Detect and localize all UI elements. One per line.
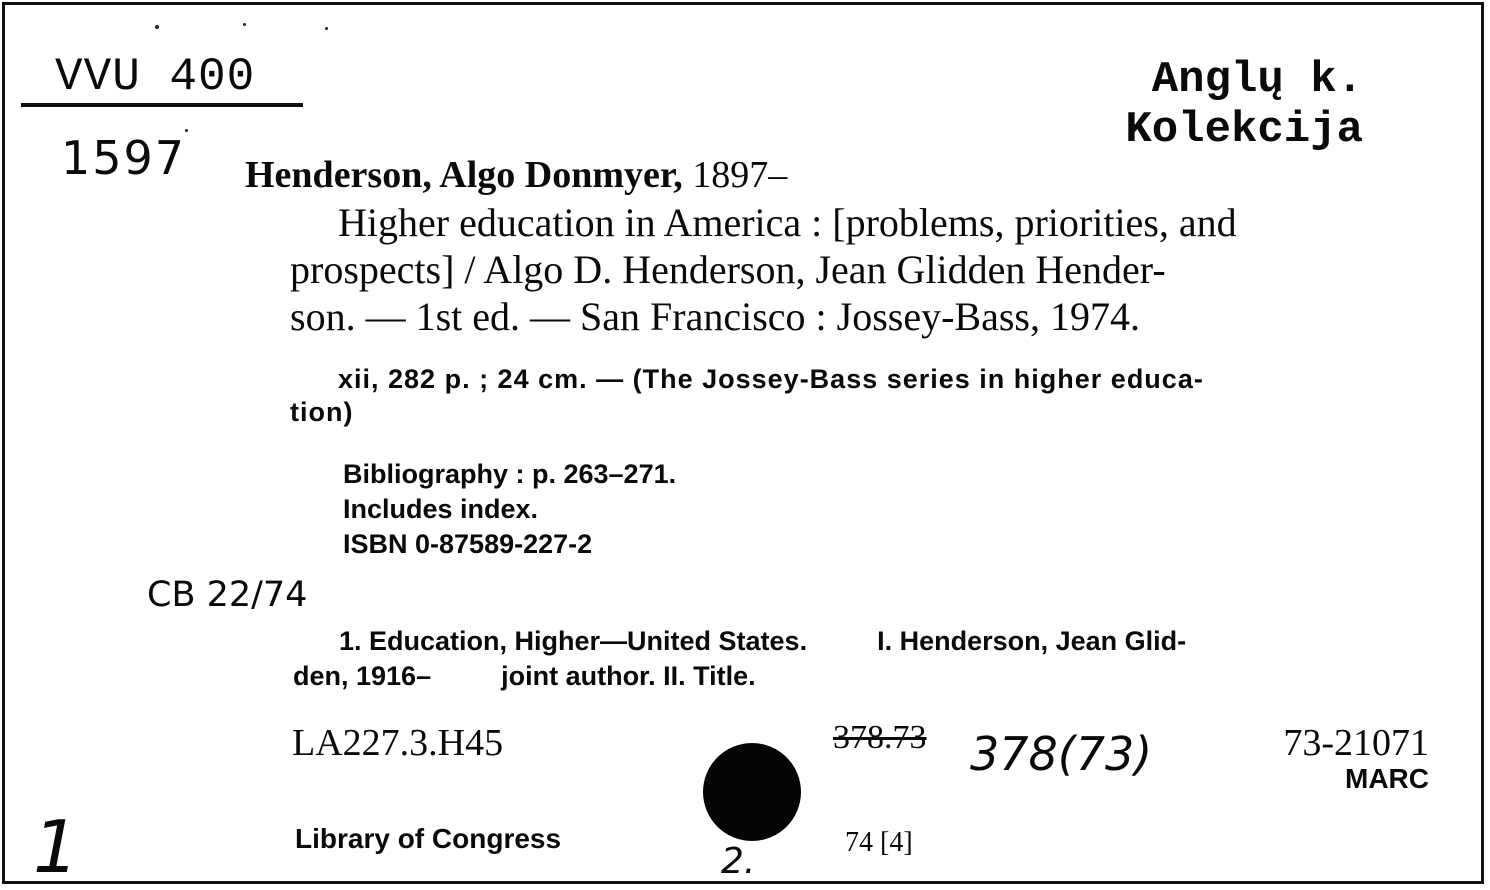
ink-speckle: [243, 23, 246, 26]
index-note: Includes index.: [343, 494, 539, 524]
shelfmark-underline: [21, 103, 303, 107]
title-line: Higher education in America : [problems, priorities, and: [338, 200, 1237, 245]
subject-heading: den, 1916–: [293, 661, 432, 691]
tracing-line: [293, 624, 1186, 659]
catalog-card: [2, 2, 1484, 889]
cb-number: CB 22/74: [147, 575, 308, 615]
source-library: Library of Congress: [295, 823, 562, 854]
author-name: Henderson, Algo Donmyer,: [245, 154, 683, 196]
ink-speckle: [155, 25, 159, 29]
lc-call-number: LA227.3.H45: [292, 722, 504, 764]
ink-speckle: [325, 27, 328, 30]
main-entry-heading: [245, 153, 787, 197]
collation-line: xii, 282 p. ; 24 cm. — (The Jossey-Bass series in higher educa-: [338, 364, 1204, 394]
card-hole: [703, 743, 801, 841]
collection-note-line: Anglų k.: [1151, 55, 1363, 105]
isbn-note: ISBN 0-87589-227-2: [343, 529, 593, 559]
collection-note: [1125, 55, 1363, 155]
collection-note-line: Kolekcija: [1125, 105, 1363, 155]
dewey-number-struck: 378.73: [833, 719, 927, 756]
collation-line: tion): [290, 397, 354, 427]
bibliography-note: Bibliography : p. 263–271.: [343, 459, 677, 489]
lccn: 73-21071: [1283, 722, 1429, 764]
notes: [343, 457, 676, 562]
shelfmark: VVU 400: [55, 51, 256, 103]
accession-number: 1597: [61, 131, 187, 185]
tracings: [293, 624, 1186, 694]
volume-mark: 1: [33, 805, 79, 889]
author-dates: 1897–: [682, 154, 788, 196]
title-line: son. — 1st ed. — San Francisco : Jossey-Bass, 1974.: [290, 294, 1140, 339]
subject-heading: 1. Education, Higher—United States.: [339, 626, 808, 656]
source-code: 74 [4]: [845, 827, 913, 858]
added-entry: I. Henderson, Jean Glid-: [877, 626, 1187, 656]
title-line: prospects] / Algo D. Henderson, Jean Glidden Hender-: [290, 247, 1166, 292]
tracing-line: [293, 659, 1186, 694]
dewey-number-handwritten: 378(73): [970, 727, 1153, 781]
copy-mark: 2.: [721, 841, 756, 882]
added-entry: joint author. II. Title.: [501, 661, 756, 691]
marc-label: MARC: [1345, 763, 1429, 794]
title-statement: [290, 199, 1237, 340]
collation: [290, 363, 1204, 429]
